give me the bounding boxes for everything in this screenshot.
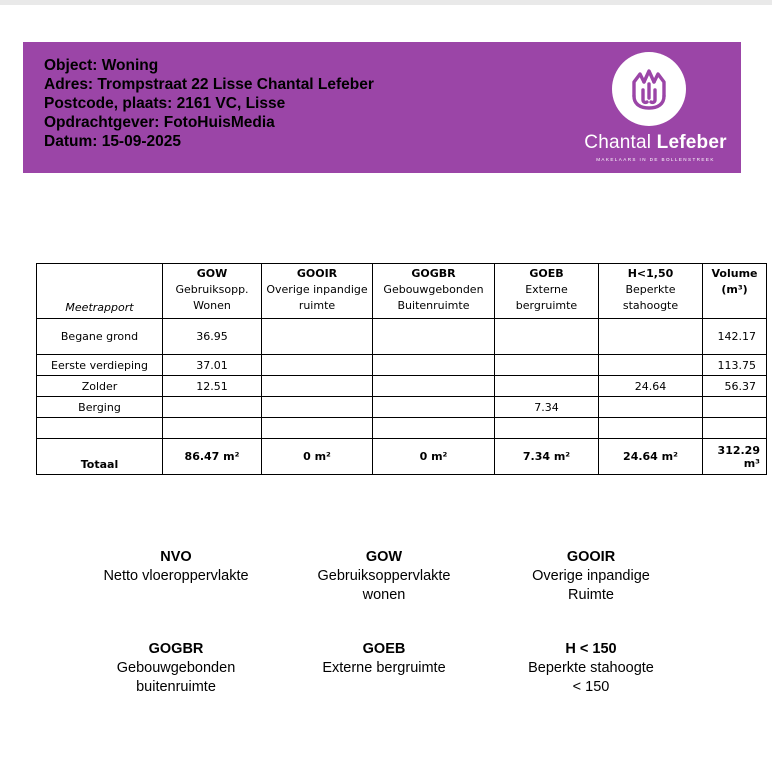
total-gogbr: 0 m²	[373, 439, 495, 475]
table-row	[37, 397, 767, 418]
cell-h150	[599, 397, 703, 418]
cell-h150	[599, 319, 703, 355]
address-line: Adres: Trompstraat 22 Lisse Chantal Lefeber	[44, 76, 374, 93]
table-row	[37, 376, 767, 397]
cell-volume: 142.17	[703, 319, 767, 355]
cell-gooir	[262, 355, 373, 376]
brand-last: Lefeber	[656, 132, 727, 153]
table-row	[37, 319, 767, 355]
total-label: Totaal	[37, 439, 163, 475]
postcode-line: Postcode, plaats: 2161 VC, Lisse	[44, 95, 286, 112]
brand-tagline: MAKELAARS IN DE BOLLENSTREEK	[596, 157, 715, 162]
col-gow: GOW Gebruiksopp. Wonen	[163, 264, 262, 319]
legend-item-gooir: GOOIR Overige inpandige Ruimte	[532, 549, 650, 603]
cell-gow	[163, 397, 262, 418]
tulip-logo-icon	[612, 52, 686, 126]
top-border	[0, 0, 772, 5]
cell-gogbr	[373, 418, 495, 439]
cell-h150	[599, 355, 703, 376]
legend-item-nvo: NVO Netto vloeroppervlakte	[103, 549, 249, 584]
row-label: Zolder	[37, 376, 163, 397]
cell-gooir	[262, 418, 373, 439]
object-info	[44, 56, 374, 151]
row-label: Eerste verdieping	[37, 355, 163, 376]
cell-gogbr	[373, 319, 495, 355]
col-gooir: GOOIR Overige inpandige ruimte	[262, 264, 373, 319]
cell-volume: 113.75	[703, 355, 767, 376]
row-header: Meetrapport	[37, 264, 163, 319]
total-goeb: 7.34 m²	[495, 439, 599, 475]
cell-gow: 12.51	[163, 376, 262, 397]
header-banner	[23, 42, 741, 173]
cell-h150: 24.64	[599, 376, 703, 397]
cell-gow: 37.01	[163, 355, 262, 376]
cell-gogbr	[373, 397, 495, 418]
col-gogbr: GOGBR Gebouwgebonden Buitenruimte	[373, 264, 495, 319]
cell-gow	[163, 418, 262, 439]
table-row	[37, 418, 767, 439]
total-gooir: 0 m²	[262, 439, 373, 475]
cell-volume	[703, 418, 767, 439]
total-gow: 86.47 m²	[163, 439, 262, 475]
col-h150: H<1,50 Beperkte stahoogte	[599, 264, 703, 319]
cell-gow: 36.95	[163, 319, 262, 355]
cell-gogbr	[373, 355, 495, 376]
cell-goeb: 7.34	[495, 397, 599, 418]
cell-goeb	[495, 418, 599, 439]
client-line: Opdrachtgever: FotoHuisMedia	[44, 114, 275, 131]
legend-item-gow: GOW Gebruiksoppervlakte wonen	[317, 549, 451, 603]
cell-gooir	[262, 376, 373, 397]
brand-name	[578, 132, 733, 154]
cell-goeb	[495, 319, 599, 355]
row-label: Begane grond	[37, 319, 163, 355]
brand-first: Chantal	[584, 132, 657, 153]
table-header-row	[37, 264, 767, 319]
date-line: Datum: 15-09-2025	[44, 133, 181, 150]
cell-gogbr	[373, 376, 495, 397]
row-label: Berging	[37, 397, 163, 418]
total-h150: 24.64 m²	[599, 439, 703, 475]
company-logo	[578, 52, 733, 170]
row-label	[37, 418, 163, 439]
cell-h150	[599, 418, 703, 439]
legend-item-h150: H < 150 Beperkte stahoogte < 150	[528, 641, 654, 695]
cell-volume: 56.37	[703, 376, 767, 397]
total-row	[37, 439, 767, 475]
object-line: Object: Woning	[44, 57, 159, 74]
total-volume: 312.29 m³	[703, 439, 767, 475]
col-volume: Volume (m³)	[703, 264, 767, 319]
cell-goeb	[495, 376, 599, 397]
cell-goeb	[495, 355, 599, 376]
legend-item-goeb: GOEB Externe bergruimte	[322, 641, 446, 676]
cell-gooir	[262, 319, 373, 355]
table-row	[37, 355, 767, 376]
cell-gooir	[262, 397, 373, 418]
measurement-table	[36, 263, 767, 475]
cell-volume	[703, 397, 767, 418]
legend-item-gogbr: GOGBR Gebouwgebonden buitenruimte	[116, 641, 236, 695]
col-goeb: GOEB Externe bergruimte	[495, 264, 599, 319]
